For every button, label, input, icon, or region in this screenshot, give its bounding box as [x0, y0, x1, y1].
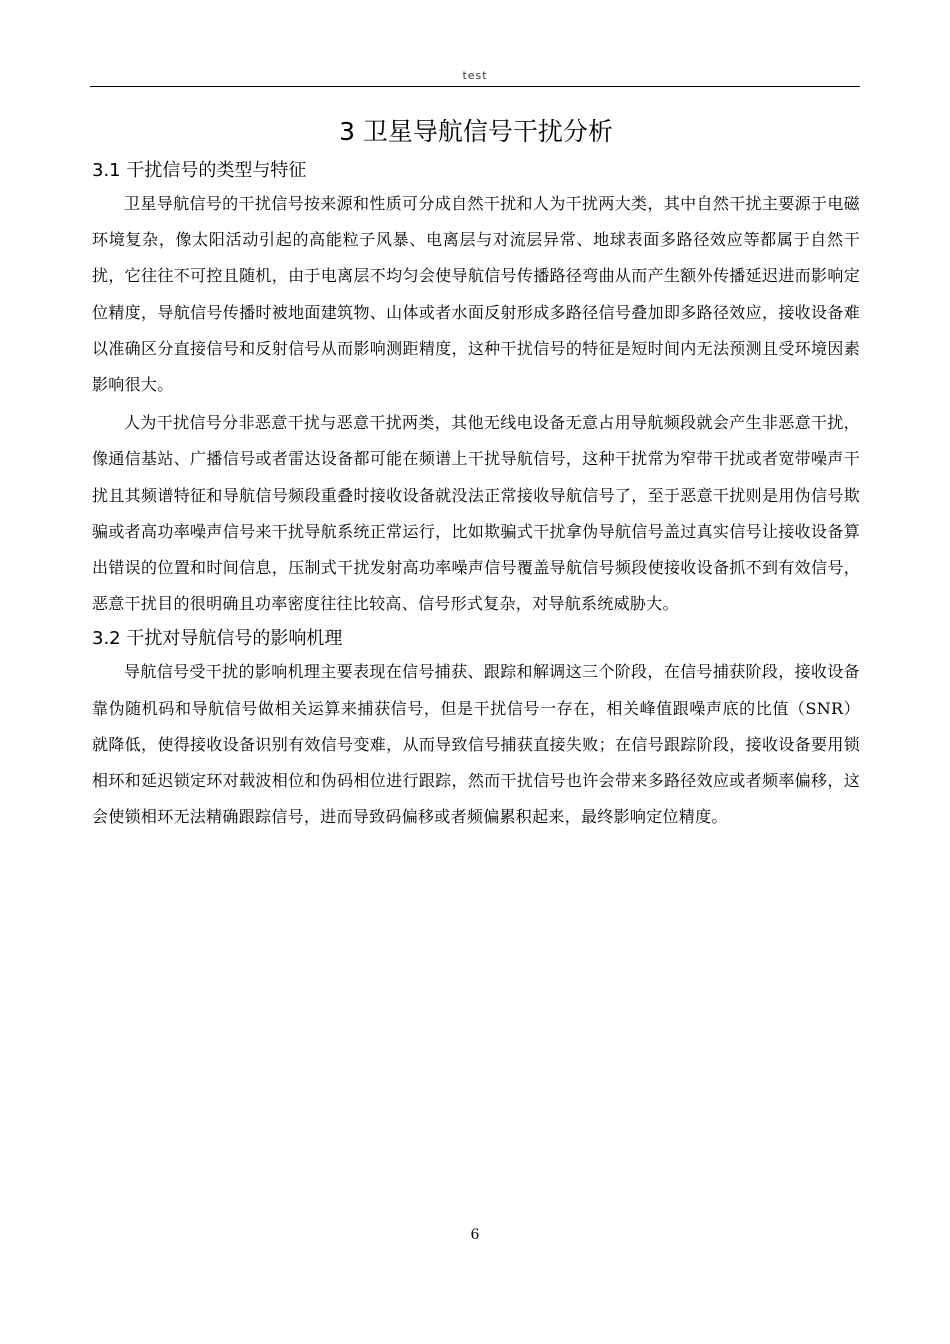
section-title: 3.1 干扰信号的类型与特征 [92, 160, 307, 181]
paragraph: 人为干扰信号分非恶意干扰与恶意干扰两类，其他无线电设备无意占用导航频段就会产生非恶意干扰，像通信基站、广播信号或者雷达设备都可能在频谱上干扰导航信号，这种干扰常为窄带干扰或者宽带噪声干扰且其频谱特征和导航信号频段重叠时接收设备就没法正常接收导航信号了，至于恶意干扰则是用伪信号欺骗或者高功率噪声信号来干扰导航系统正常运行，比如欺骗式干扰拿伪导航信号盖过真实信号让接收设备算出错误的位置和时间信息，压制式干扰发射高功率噪声信号覆盖导航信号频段使接收设备抓不到有效信号，恶意干扰目的很明确且功率密度往往比较高、信号形式复杂，对导航系统威胁大。 [92, 413, 860, 614]
paragraph: 导航信号受干扰的影响机理主要表现在信号捕获、跟踪和解调这三个阶段，在信号捕获阶段，接收设备靠伪随机码和导航信号做相关运算来捕获信号，但是干扰信号一存在，相关峰值跟噪声底的比值（SNR）就降低，使得接收设备识别有效信号变难，从而导致信号捕获直接失败；在信号跟踪阶段，接收设备要用锁相环和延迟锁定环对载波相位和伪码相位进行跟踪，然而干扰信号也许会带来多路径效应或者频率偏移，这会使锁相环无法精确跟踪信号，进而导致码偏移或者频偏累积起来，最终影响定位精度。 [92, 662, 860, 827]
section-title: 3.2 干扰对导航信号的影响机理 [92, 628, 343, 650]
section-3-2 [92, 624, 860, 835]
section-3-1 [92, 156, 860, 622]
document-body [92, 112, 860, 837]
page-header: test [462, 69, 488, 82]
header-rule [90, 86, 860, 87]
paragraph: 卫星导航信号的干扰信号按来源和性质可分成自然干扰和人为干扰两大类，其中自然干扰主要源于电磁环境复杂，像太阳活动引起的高能粒子风暴、电离层与对流层异常、地球表面多路径效应等都属于自然干扰，它往往不可控且随机，由于电离层不均匀会使导航信号传播路径弯曲从而产生额外传播延迟进而影响定位精度，导航信号传播时被地面建筑物、山体或者水面反射形成多路径信号叠加即多路径效应，接收设备难以准确区分直接信号和反射信号从而影响测距精度，这种干扰信号的特征是短时间内无法预测且受环境因素影响很大。 [92, 194, 860, 395]
page-number: 6 [470, 1227, 480, 1243]
chapter-title: 3 卫星导航信号干扰分析 [339, 117, 613, 146]
